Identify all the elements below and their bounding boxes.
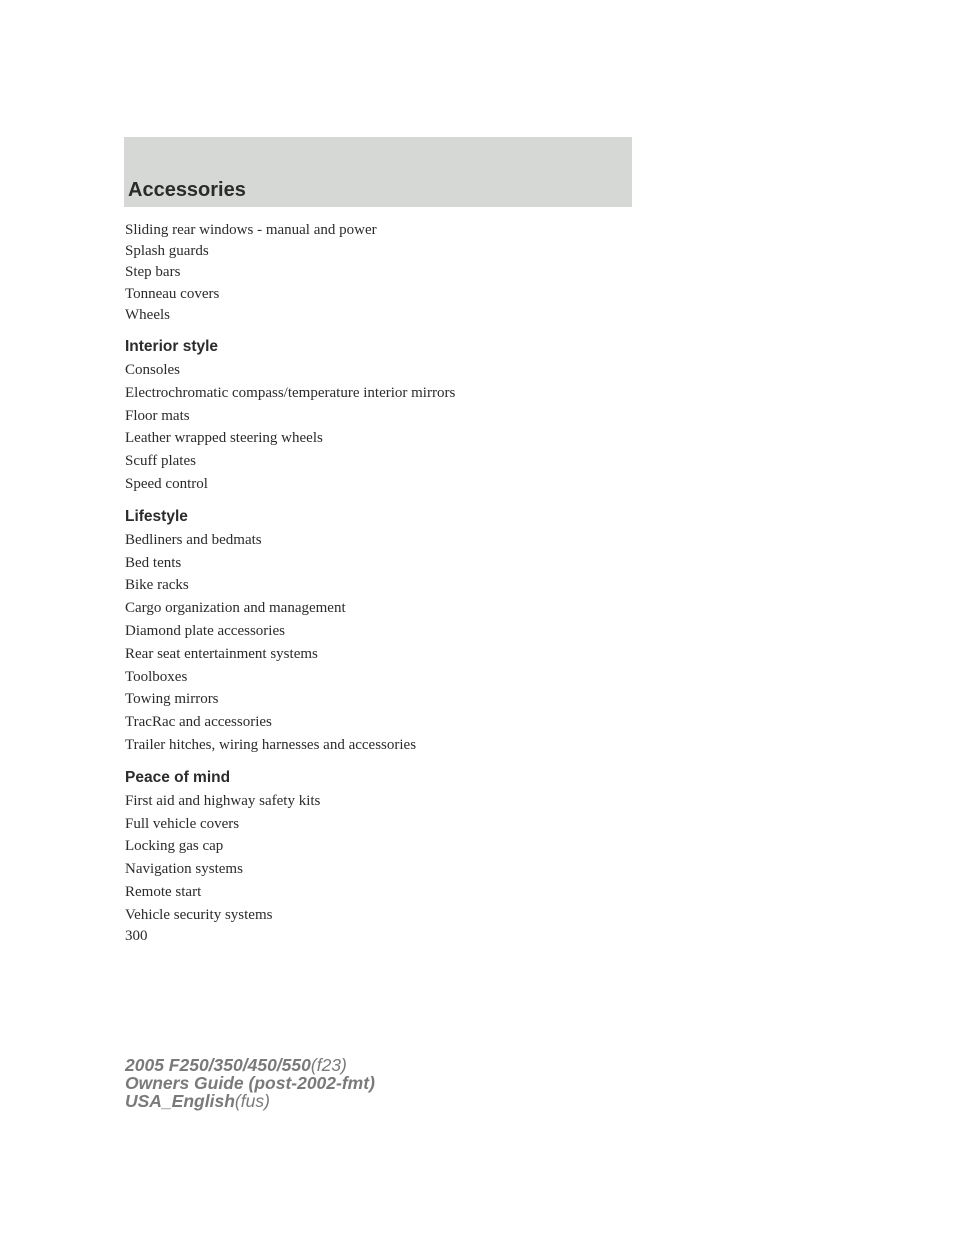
footer-model-line <box>125 1056 375 1074</box>
document-footer <box>125 1056 375 1110</box>
footer-language-line <box>125 1092 375 1110</box>
list-item: Splash guards <box>125 243 209 260</box>
section-title: Accessories <box>128 179 246 201</box>
list-item: Toolboxes <box>125 668 188 685</box>
intro-list <box>125 220 645 326</box>
list-item: Navigation systems <box>125 861 243 878</box>
list-item: Scuff plates <box>125 453 196 470</box>
interior-style-list <box>125 359 645 496</box>
list-item: Floor mats <box>125 407 190 424</box>
list-item: Leather wrapped steering wheels <box>125 430 323 447</box>
list-item: First aid and highway safety kits <box>125 792 321 809</box>
footer-guide-line <box>125 1074 375 1092</box>
footer-language: USA_English <box>125 1091 235 1111</box>
list-item: Consoles <box>125 362 181 379</box>
list-item: Full vehicle covers <box>125 815 240 832</box>
page-number: 300 <box>125 928 148 944</box>
list-item: Rear seat entertainment systems <box>125 645 318 662</box>
list-item: Speed control <box>125 476 208 492</box>
list-item: Diamond plate accessories <box>125 622 285 639</box>
page-content <box>125 220 645 927</box>
footer-model: 2005 F250/350/450/550 <box>125 1055 311 1075</box>
section-heading-peace-of-mind: Peace of mind <box>125 768 231 786</box>
footer-language-code: (fus) <box>234 1091 270 1111</box>
list-item: Vehicle security systems <box>125 906 273 923</box>
footer-guide: Owners Guide (post-2002-fmt) <box>125 1073 375 1093</box>
section-heading-wrap <box>125 337 645 357</box>
lifestyle-list <box>125 529 645 757</box>
list-item: Sliding rear windows - manual and power <box>125 222 377 238</box>
list-item: TracRac and accessories <box>125 714 272 731</box>
list-item: Step bars <box>125 264 181 281</box>
section-heading-interior-style: Interior style <box>125 338 219 356</box>
peace-of-mind-list <box>125 790 645 927</box>
section-heading-wrap <box>125 507 645 527</box>
list-item: Trailer hitches, wiring harnesses and accessories <box>125 736 417 753</box>
list-item: Towing mirrors <box>125 691 219 708</box>
list-item: Locking gas cap <box>125 838 224 855</box>
list-item: Bed tents <box>125 554 182 571</box>
section-header-banner <box>124 137 632 207</box>
list-item: Bike racks <box>125 577 189 594</box>
list-item: Tonneau covers <box>125 285 220 302</box>
section-heading-wrap <box>125 768 645 788</box>
list-item: Bedliners and bedmats <box>125 531 262 548</box>
list-item: Wheels <box>125 306 170 323</box>
list-item: Cargo organization and management <box>125 600 346 617</box>
section-heading-lifestyle: Lifestyle <box>125 507 188 525</box>
list-item: Electrochromatic compass/temperature interior mirrors <box>125 384 456 401</box>
footer-model-code: (f23) <box>310 1055 347 1075</box>
list-item: Remote start <box>125 883 202 900</box>
